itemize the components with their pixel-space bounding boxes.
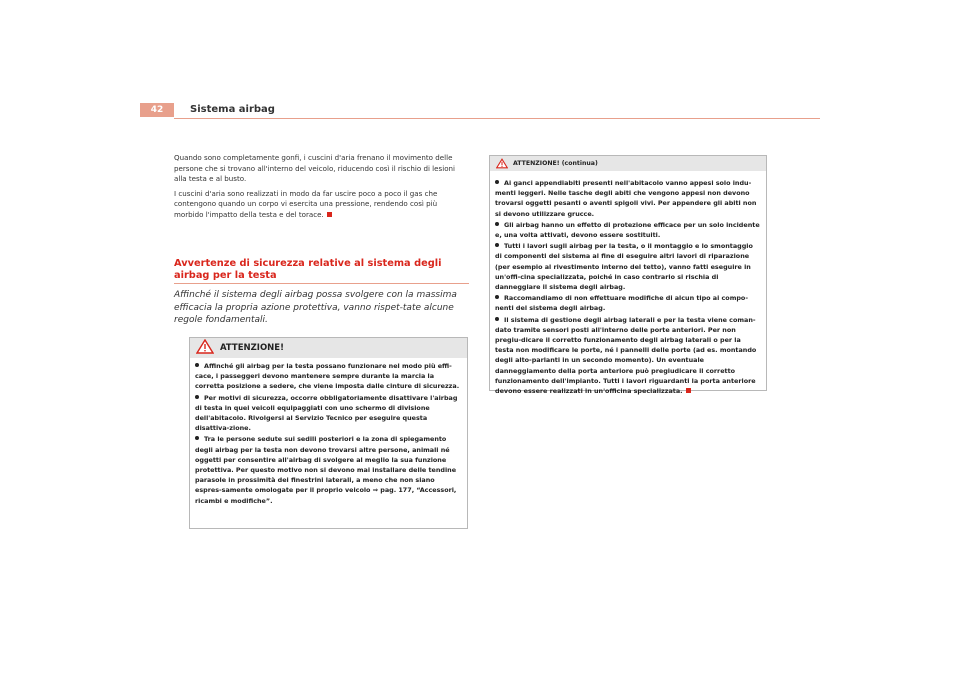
left-body-text bbox=[174, 153, 466, 225]
page-number: 42 bbox=[140, 103, 174, 117]
end-of-section-marker bbox=[327, 212, 332, 217]
warning-items bbox=[490, 171, 766, 403]
warning-item: Tra le persone sedute sui sedili posteriori e la zona di spiegamento degli airbag per la testa non devono trovarsi altre persone, animali né oggetti per consentire all'airbag di svolgere al meglio la sua funzione protettiva. Per questo motivo non si devono mai installare delle tendine parasole in prossimità dei finestrini laterali, a meno che non siano espres-samente omologate per il proprio veicolo ⇒ pag. 177, “Accessori, ricambi e modifiche”. bbox=[195, 435, 457, 505]
paragraph-1: Quando sono completamente gonfi, i cuscini d'aria frenano il movimento delle persone che si trovano all'interno del veicolo, riducendo così il rischio di lesioni alla testa e al busto. bbox=[174, 153, 455, 184]
bullet-icon bbox=[495, 295, 499, 299]
section-intro: Affinché il sistema degli airbag possa svolgere con la massima efficacia la propria azione protettiva, vanno rispet-tate alcune regole fondamentali. bbox=[174, 290, 457, 325]
warning-item: Ai ganci appendiabiti presenti nell'abitacolo vanno appesi solo indu-menti leggeri. Nelle tasche degli abiti che vengono appesi non devono trovarsi oggetti pesanti o aventi spigoli vivi. Per appendere gli abiti non si devono utilizzare grucce. bbox=[495, 179, 757, 218]
bullet-icon bbox=[195, 436, 199, 440]
warning-item: Gli airbag hanno un effetto di protezione efficace per un solo incidente e, una volta attivati, devono essere sostituiti. bbox=[495, 220, 760, 240]
warning-triangle-icon bbox=[196, 339, 214, 358]
bullet-icon bbox=[495, 180, 499, 184]
bullet-icon bbox=[195, 363, 199, 367]
header-divider bbox=[174, 118, 820, 119]
warning-header bbox=[190, 338, 467, 358]
warning-title: ATTENZIONE! bbox=[220, 343, 284, 353]
paragraph-2: I cuscini d'aria sono realizzati in modo da far uscire poco a poco il gas che contengono quando un corpo vi esercita una pressione, rendendo così più morbido l'impatto della testa e del torace. bbox=[174, 188, 438, 219]
warning-item: Per motivi di sicurezza, occorre obbligatoriamente disattivare l'airbag di testa in quei veicoli equipaggiati con uno schermo di divisione dell'abitacolo. Rivolgersi al Servizio Tecnico per eseguire questa disattiva-zione. bbox=[195, 393, 458, 433]
bullet-icon bbox=[195, 395, 199, 399]
warning-item: Tutti i lavori sugli airbag per la testa, o il montaggio e lo smontaggio di componenti del sistema al fine di eseguire altri lavori di riparazione (per esempio al rivestimento interno del tetto), vanno fatti eseguire in un'offi-cina specializzata, poiché in caso contrario si rischia di danneggiare il sistema degli airbag. bbox=[495, 242, 753, 292]
warning-item: Raccomandiamo di non effettuare modifiche di alcun tipo ai compo-nenti del sistema degli airbag. bbox=[495, 294, 748, 313]
bullet-icon bbox=[495, 317, 499, 321]
warning-items bbox=[190, 358, 467, 513]
warning-title: ATTENZIONE! (continua) bbox=[513, 160, 598, 167]
warning-box-left bbox=[189, 337, 468, 529]
warning-triangle-icon bbox=[496, 154, 508, 173]
warning-box-right bbox=[489, 155, 767, 396]
end-of-section-marker bbox=[686, 388, 691, 393]
warning-item: Il sistema di gestione degli airbag laterali e per la testa viene coman-dato tramite sensori posti all'interno delle porte anteriori. Per non pregiu-dicare il corretto funzionamento degli airbag laterali o per la testa non modificare le porte, né i pannelli delle porte (ad es. montando degli alto-parlanti in un secondo momento). Un eventuale danneggiamento della porta anteriore può pregiudicare il corretto funzionamento dell'impianto. Tutti i lavori riguardanti la porta anteriore devono essere realizzati in un'officina specializzata. bbox=[495, 315, 757, 396]
section-heading: Avvertenze di sicurezza relative al sistema degli airbag per la testa bbox=[174, 258, 442, 281]
warning-item: Affinché gli airbag per la testa possano funzionare nel modo più effi-cace, i passeggeri devono mantenere sempre durante la marcia la corretta posizione a sedere, che viene imposta dalle cinture di sicurezza. bbox=[195, 362, 460, 391]
section-heading-divider bbox=[174, 283, 469, 284]
bullet-icon bbox=[495, 222, 499, 226]
running-header-title: Sistema airbag bbox=[190, 104, 275, 115]
warning-header bbox=[490, 156, 766, 171]
bullet-icon bbox=[495, 243, 499, 247]
